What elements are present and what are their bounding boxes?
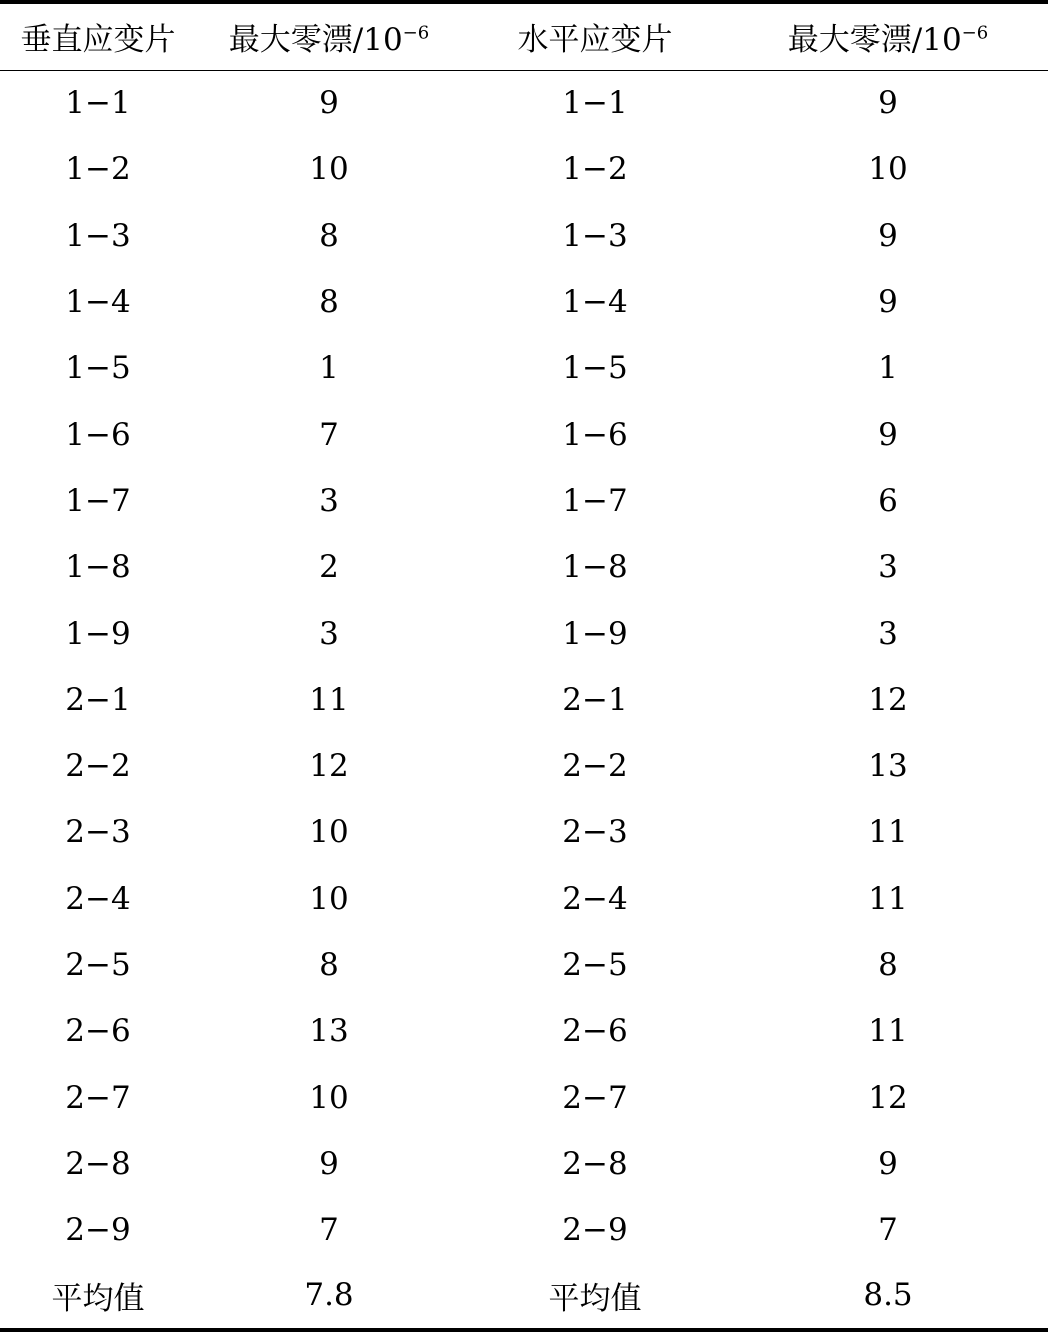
vertical-drift-cell: 10: [309, 151, 349, 188]
horizontal-gauge-cell: 2−3: [562, 814, 628, 851]
vertical-gauge-cell: 1−3: [65, 217, 131, 254]
header-vertical-gauge: [0, 2, 196, 70]
table-row: [0, 667, 1048, 733]
vertical-drift-cell: 12: [309, 748, 349, 785]
vertical-drift-cell: 10: [309, 1079, 349, 1116]
vertical-drift-cell: 11: [309, 681, 349, 718]
horizontal-gauge-cell: 2−9: [562, 1212, 628, 1249]
vertical-drift-cell: 2: [319, 549, 339, 586]
table-row: [0, 799, 1048, 865]
vertical-gauge-cell: 2−7: [65, 1079, 131, 1116]
horizontal-drift-cell: 11: [868, 1013, 908, 1050]
horizontal-drift-cell: 3: [878, 615, 898, 652]
header-max-drift-vertical-exponent: −6: [402, 22, 430, 44]
horizontal-drift-cell: 7: [878, 1212, 898, 1249]
horizontal-gauge-cell: 2−7: [562, 1079, 628, 1116]
horizontal-drift-cell: 9: [878, 85, 898, 122]
horizontal-drift-cell: 13: [868, 748, 908, 785]
header-horizontal-gauge-label: 水平应变片: [517, 22, 673, 59]
horizontal-drift-cell: 6: [878, 482, 898, 519]
header-max-drift-horizontal: [728, 2, 1048, 70]
header-vertical-gauge-label: 垂直应变片: [20, 22, 176, 59]
horizontal-drift-cell: 1: [878, 350, 898, 387]
table-header-row: [0, 2, 1048, 70]
vertical-gauge-cell: 2−6: [65, 1013, 131, 1050]
vertical-drift-cell: 3: [319, 615, 339, 652]
vertical-gauge-cell: 2−4: [65, 880, 131, 917]
vertical-gauge-cell: 2−2: [65, 748, 131, 785]
horizontal-gauge-cell: 2−2: [562, 748, 628, 785]
vertical-drift-cell: 8: [319, 284, 339, 321]
horizontal-drift-cell: 9: [878, 284, 898, 321]
average-row: [0, 1263, 1048, 1329]
vertical-gauge-cell: 1−1: [65, 85, 131, 122]
vertical-gauge-cell: 1−5: [65, 350, 131, 387]
table-row: [0, 335, 1048, 401]
vertical-drift-cell: 10: [309, 814, 349, 851]
horizontal-gauge-cell: 1−6: [562, 416, 628, 453]
horizontal-drift-cell: 9: [878, 217, 898, 254]
table-row: [0, 1064, 1048, 1130]
horizontal-drift-cell: 12: [868, 681, 908, 718]
vertical-gauge-cell: 2−1: [65, 681, 131, 718]
vertical-drift-cell: 7: [319, 416, 339, 453]
horizontal-average-value: 8.5: [728, 1263, 1048, 1329]
table-row: [0, 468, 1048, 534]
horizontal-gauge-cell: 1−7: [562, 482, 628, 519]
horizontal-gauge-cell: 1−3: [562, 217, 628, 254]
horizontal-gauge-cell: 1−9: [562, 615, 628, 652]
vertical-drift-cell: 3: [319, 482, 339, 519]
horizontal-gauge-cell: 1−4: [562, 284, 628, 321]
table-row: [0, 401, 1048, 467]
vertical-gauge-cell: 1−4: [65, 284, 131, 321]
table-row: [0, 269, 1048, 335]
horizontal-gauge-cell: 1−8: [562, 549, 628, 586]
horizontal-drift-cell: 11: [868, 880, 908, 917]
table-row: [0, 733, 1048, 799]
horizontal-drift-cell: 9: [878, 1145, 898, 1182]
header-max-drift-vertical: [196, 2, 462, 70]
vertical-gauge-cell: 2−5: [65, 947, 131, 983]
table-row: [0, 932, 1048, 998]
header-max-drift-horizontal-label: 最大零漂/10: [787, 22, 962, 59]
vertical-average-value: 7.8: [196, 1263, 462, 1329]
horizontal-drift-cell: 8: [878, 947, 898, 983]
horizontal-drift-cell: 11: [868, 814, 908, 851]
table-row: [0, 70, 1048, 136]
table-row: [0, 600, 1048, 666]
table-row: [0, 998, 1048, 1064]
vertical-gauge-cell: 2−8: [65, 1145, 131, 1182]
vertical-drift-cell: 8: [319, 947, 339, 983]
table-row: [0, 136, 1048, 202]
header-max-drift-vertical-label: 最大零漂/10: [228, 22, 403, 59]
horizontal-average-label: 平均值: [462, 1263, 728, 1329]
horizontal-gauge-cell: 1−2: [562, 151, 628, 188]
vertical-drift-cell: 13: [309, 1013, 349, 1050]
horizontal-drift-cell: 12: [868, 1079, 908, 1116]
vertical-drift-cell: 9: [319, 1145, 339, 1182]
horizontal-gauge-cell: 1−1: [562, 85, 628, 122]
vertical-average-label: 平均值: [0, 1263, 196, 1329]
vertical-drift-cell: 9: [319, 85, 339, 122]
vertical-drift-cell: 7: [319, 1212, 339, 1249]
table-row: [0, 1131, 1048, 1197]
vertical-gauge-cell: 1−9: [65, 615, 131, 652]
vertical-gauge-cell: 2−3: [65, 814, 131, 851]
horizontal-gauge-cell: 1−5: [562, 350, 628, 387]
header-horizontal-gauge: [462, 2, 728, 70]
horizontal-drift-cell: 3: [878, 549, 898, 586]
vertical-drift-cell: 10: [309, 880, 349, 917]
horizontal-gauge-cell: 2−6: [562, 1013, 628, 1050]
horizontal-drift-cell: 9: [878, 416, 898, 453]
vertical-drift-cell: 8: [319, 217, 339, 254]
vertical-drift-cell: 1: [319, 350, 339, 387]
horizontal-gauge-cell: 2−4: [562, 880, 628, 917]
horizontal-gauge-cell: 2−1: [562, 681, 628, 718]
horizontal-gauge-cell: 2−5: [562, 947, 628, 983]
table-body: [0, 70, 1048, 1330]
header-max-drift-horizontal-exponent: −6: [961, 22, 989, 44]
table-row: [0, 1197, 1048, 1263]
vertical-gauge-cell: 1−7: [65, 482, 131, 519]
vertical-gauge-cell: 1−8: [65, 549, 131, 586]
vertical-gauge-cell: 2−9: [65, 1212, 131, 1249]
table-row: [0, 203, 1048, 269]
horizontal-gauge-cell: 2−8: [562, 1145, 628, 1182]
table-row: [0, 866, 1048, 932]
table-row: [0, 534, 1048, 600]
vertical-gauge-cell: 1−6: [65, 416, 131, 453]
horizontal-drift-cell: 10: [868, 151, 908, 188]
vertical-gauge-cell: 1−2: [65, 151, 131, 188]
